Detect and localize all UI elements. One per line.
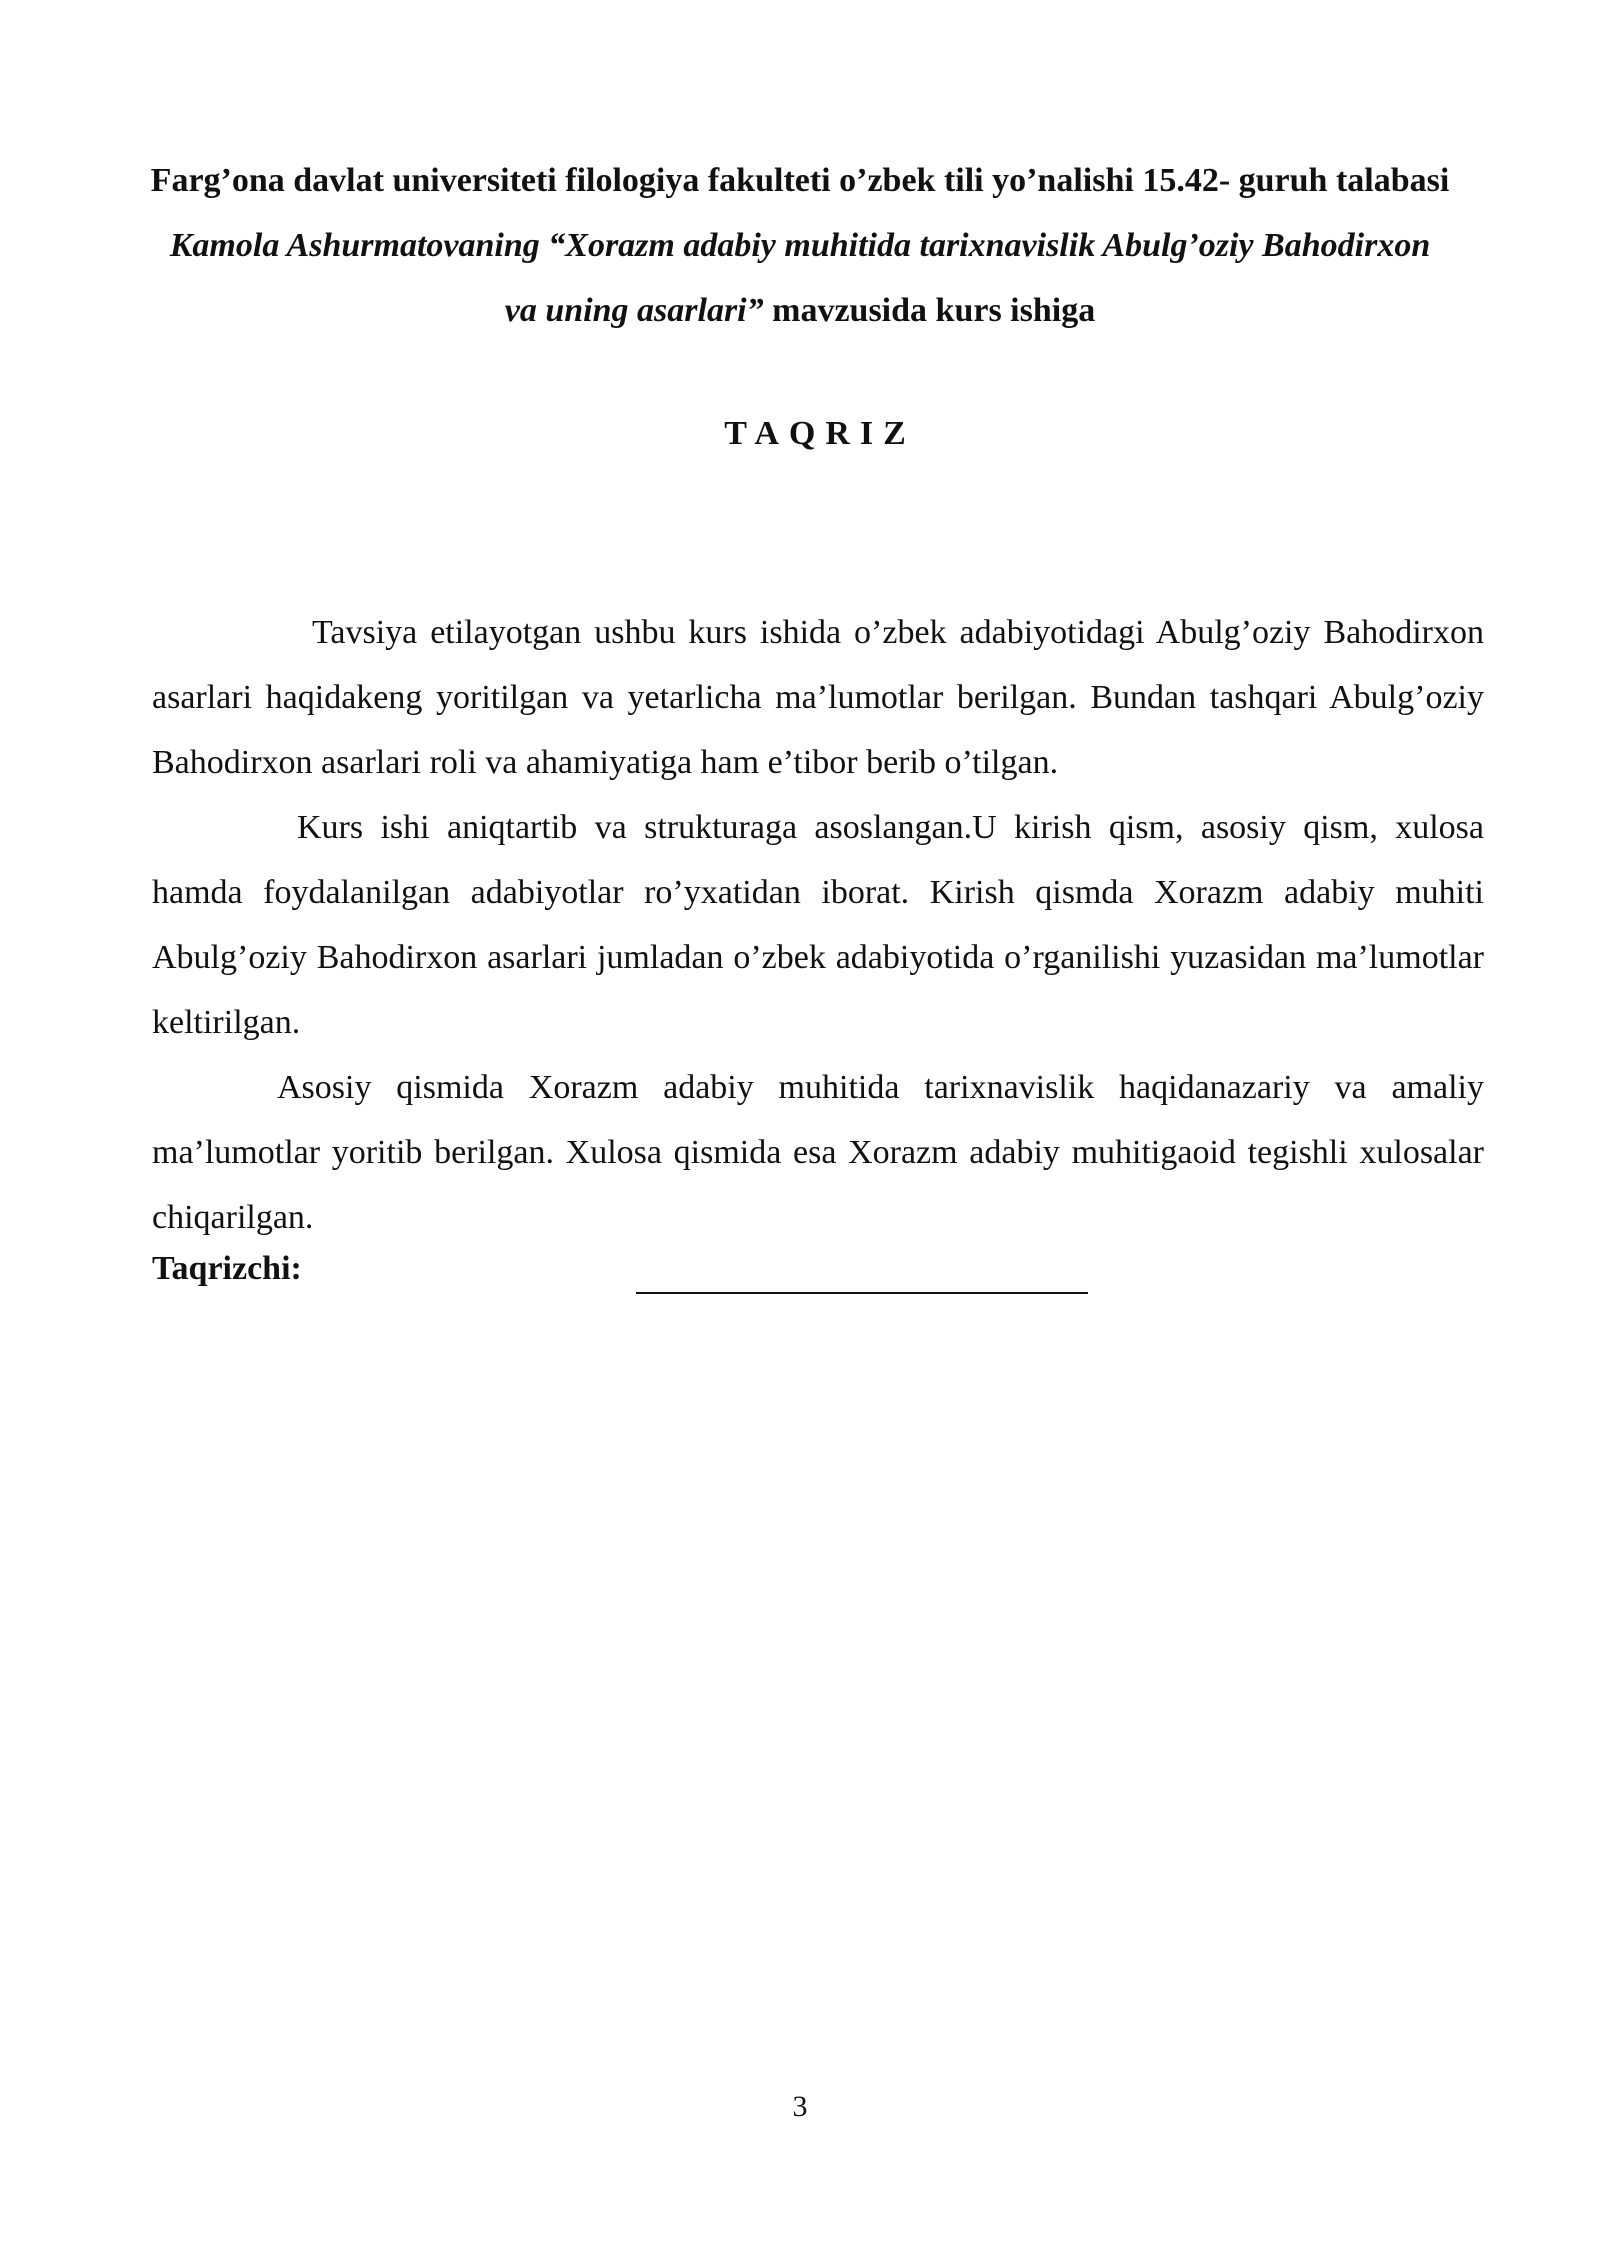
document-title: TAQRIZ [724, 415, 916, 452]
paragraph-2: Kurs ishi aniqtartib va strukturaga asoslangan.U kirish qism, asosiy qism, xulosa hamda foydalanilgan adabiyotlar ro’yxatidan iborat. Kirish qismda Xorazm adabiy muhiti Abulg’oziy Bahodirxon asarlari jumladan o’zbek adabiyotida o’rganilishi yuzasidan ma’lumotlar keltirilgan. [152, 809, 1484, 1041]
heading-text: Farg’ona davlat universiteti filologiya fakulteti o’zbek tili yo’nalishi 15.42- guruh talabasi [150, 162, 1450, 199]
document-heading [150, 148, 1450, 343]
heading-suffix: mavzusida kurs ishiga [763, 292, 1096, 329]
paragraph-1: Tavsiya etilayotgan ushbu kurs ishida o’zbek adabiyotidagi Abulg’oziy Bahodirxon asarlari haqidakeng yoritilgan va yetarlicha ma’lumotlar berilgan. Bundan tashqari Abulg’oziy Bahodirxon asarlari roli va ahamiyatiga ham e’tibor berib o’tilgan. [152, 614, 1484, 781]
signature-line [636, 1292, 1088, 1294]
page-number: 3 [792, 2090, 808, 2123]
review-body [152, 600, 1484, 1250]
heading-author-topic: Kamola Ashurmatovaning “Xorazm adabiy muhitida tarixnavislik Abulg’oziy Bahodirxon va uning asarlari” [169, 227, 1431, 329]
paragraph-3: Asosiy qismida Xorazm adabiy muhitida tarixnavislik haqidanazariy va amaliy ma’lumotlar yoritib berilgan. Xulosa qismida esa Xorazm adabiy muhitigaoid tegishli xulosalar chiqarilgan. [152, 1069, 1484, 1236]
reviewer-label: Taqrizchi: [152, 1250, 302, 1287]
signature-block [152, 1250, 1152, 1310]
